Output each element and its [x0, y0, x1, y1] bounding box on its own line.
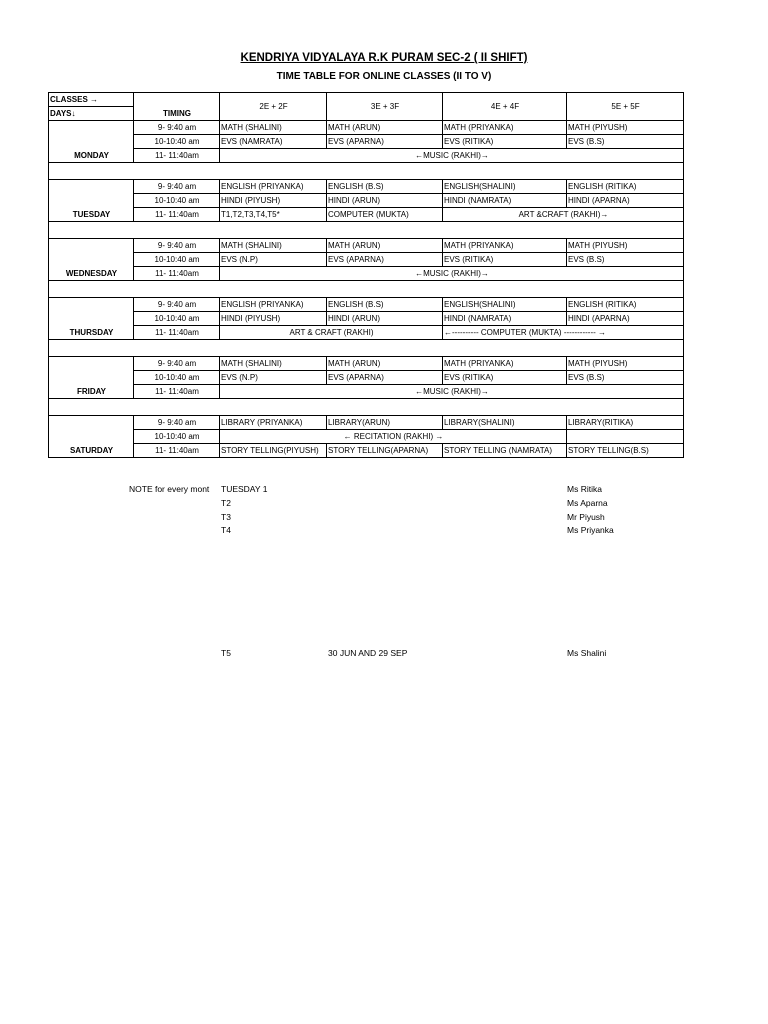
table-cell: STORY TELLING(PIYUSH) — [220, 444, 327, 458]
time-cell: 10-10:40 am — [134, 371, 220, 385]
timing-header: TIMING — [134, 93, 220, 121]
group-header: 5E + 5F — [567, 93, 684, 121]
table-row — [49, 149, 684, 163]
time-cell: 10-10:40 am — [134, 135, 220, 149]
table-cell: HINDI (PIYUSH) — [220, 194, 327, 208]
table-row — [49, 194, 684, 208]
group-header: 4E + 4F — [443, 93, 567, 121]
table-row — [49, 430, 684, 444]
table-row — [49, 135, 684, 149]
table-cell: ART & CRAFT (RAKHI) — [220, 326, 443, 340]
spacer-row — [49, 399, 684, 416]
table-cell: MATH (SHALINI) — [220, 121, 327, 135]
time-cell: 11- 11:40am — [134, 267, 220, 281]
table-cell: LIBRARY(ARUN) — [327, 416, 443, 430]
spacer-row — [49, 163, 684, 180]
time-cell: 9- 9:40 am — [134, 416, 220, 430]
table-row — [49, 416, 684, 430]
day-label: FRIDAY — [49, 357, 134, 399]
time-cell: 11- 11:40am — [134, 208, 220, 222]
time-cell: 9- 9:40 am — [134, 239, 220, 253]
table-cell: STORY TELLING (NAMRATA) — [443, 444, 567, 458]
table-cell: ENGLISH (B.S) — [327, 298, 443, 312]
table-row — [49, 385, 684, 399]
table-cell: HINDI (ARUN) — [327, 312, 443, 326]
table-cell: LIBRARY(RITIKA) — [567, 416, 684, 430]
note-teacher: Mr Piyush — [567, 512, 605, 522]
table-cell: ART &CRAFT (RAKHI)→ — [443, 208, 684, 222]
time-cell: 10-10:40 am — [134, 430, 220, 444]
time-cell: 9- 9:40 am — [134, 357, 220, 371]
day-label: THURSDAY — [49, 298, 134, 340]
table-cell: ← RECITATION (RAKHI) → — [220, 430, 567, 444]
table-cell: MATH (PRIYANKA) — [443, 239, 567, 253]
time-cell: 11- 11:40am — [134, 326, 220, 340]
day-label: TUESDAY — [49, 180, 134, 222]
note-label: NOTE for every mont — [129, 484, 210, 494]
table-cell: ←MUSIC (RAKHI)→ — [220, 385, 684, 399]
table-cell: ←---------- COMPUTER (MUKTA) ------------ → — [443, 326, 684, 340]
table-cell: HINDI (PIYUSH) — [220, 312, 327, 326]
table-row — [49, 239, 684, 253]
table-cell: MATH (ARUN) — [327, 239, 443, 253]
table-cell: EVS (RITIKA) — [443, 135, 567, 149]
table-cell: MATH (ARUN) — [327, 357, 443, 371]
table-cell: LIBRARY(SHALINI) — [443, 416, 567, 430]
table-cell: EVS (B.S) — [567, 371, 684, 385]
classes-header: CLASSES → — [49, 93, 134, 107]
days-header: DAYS↓ — [49, 107, 134, 121]
table-cell: EVS (N.P) — [220, 253, 327, 267]
table-row — [49, 121, 684, 135]
table-cell: STORY TELLING(APARNA) — [327, 444, 443, 458]
table-cell: HINDI (NAMRATA) — [443, 312, 567, 326]
table-cell: HINDI (APARNA) — [567, 312, 684, 326]
time-cell: 11- 11:40am — [134, 149, 220, 163]
day-label: SATURDAY — [49, 416, 134, 458]
note-tag: T3 — [221, 512, 231, 522]
table-row — [49, 357, 684, 371]
day-label: MONDAY — [49, 121, 134, 163]
table-cell: MATH (SHALINI) — [220, 357, 327, 371]
group-header: 2E + 2F — [220, 93, 327, 121]
table-row — [49, 326, 684, 340]
note-teacher: Ms Aparna — [567, 498, 608, 508]
header-row — [49, 93, 684, 107]
table-cell: ENGLISH(SHALINI) — [443, 180, 567, 194]
time-cell: 11- 11:40am — [134, 444, 220, 458]
note-teacher: Ms Ritika — [567, 484, 602, 494]
table-cell: ENGLISH (PRIYANKA) — [220, 298, 327, 312]
time-cell: 10-10:40 am — [134, 312, 220, 326]
table-cell: ENGLISH (RITIKA) — [567, 298, 684, 312]
table-cell: ←MUSIC (RAKHI)→ — [220, 267, 684, 281]
note-teacher: Ms Priyanka — [567, 525, 614, 535]
time-cell: 9- 9:40 am — [134, 121, 220, 135]
table-row — [49, 444, 684, 458]
table-cell: HINDI (APARNA) — [567, 194, 684, 208]
table-row — [49, 312, 684, 326]
table-cell: HINDI (NAMRATA) — [443, 194, 567, 208]
time-cell: 10-10:40 am — [134, 253, 220, 267]
table-cell: ←MUSIC (RAKHI)→ — [220, 149, 684, 163]
table-cell: MATH (ARUN) — [327, 121, 443, 135]
table-cell: EVS (B.S) — [567, 253, 684, 267]
table-cell: HINDI (ARUN) — [327, 194, 443, 208]
table-cell: EVS (NAMRATA) — [220, 135, 327, 149]
table-cell: MATH (PRIYANKA) — [443, 357, 567, 371]
table-cell: ENGLISH (PRIYANKA) — [220, 180, 327, 194]
note-tag: T2 — [221, 498, 231, 508]
table-row — [49, 371, 684, 385]
note-dates: 30 JUN AND 29 SEP — [328, 648, 408, 658]
spacer-row — [49, 222, 684, 239]
table-cell: MATH (PRIYANKA) — [443, 121, 567, 135]
spacer-row — [49, 340, 684, 357]
table-cell: T1,T2,T3,T4,T5* — [220, 208, 327, 222]
note-tag: T5 — [221, 648, 231, 658]
time-cell: 9- 9:40 am — [134, 180, 220, 194]
table-row — [49, 267, 684, 281]
time-cell: 9- 9:40 am — [134, 298, 220, 312]
table-cell: EVS (B.S) — [567, 135, 684, 149]
table-cell: EVS (APARNA) — [327, 253, 443, 267]
table-cell: EVS (APARNA) — [327, 371, 443, 385]
table-cell: COMPUTER (MUKTA) — [327, 208, 443, 222]
table-row — [49, 298, 684, 312]
group-header: 3E + 3F — [327, 93, 443, 121]
table-row — [49, 208, 684, 222]
table-cell: MATH (PIYUSH) — [567, 357, 684, 371]
page-subtitle: TIME TABLE FOR ONLINE CLASSES (II TO V) — [276, 71, 492, 82]
table-cell: EVS (N.P) — [220, 371, 327, 385]
table-cell: MATH (PIYUSH) — [567, 121, 684, 135]
table-cell: ENGLISH (B.S) — [327, 180, 443, 194]
table-cell — [567, 430, 684, 444]
time-cell: 10-10:40 am — [134, 194, 220, 208]
note-teacher: Ms Shalini — [567, 648, 607, 658]
table-cell: ENGLISH (RITIKA) — [567, 180, 684, 194]
table-row — [49, 253, 684, 267]
table-cell: STORY TELLING(B.S) — [567, 444, 684, 458]
timetable — [48, 92, 684, 458]
day-label: WEDNESDAY — [49, 239, 134, 281]
note-tag: TUESDAY 1 — [221, 484, 268, 494]
table-row — [49, 180, 684, 194]
time-cell: 11- 11:40am — [134, 385, 220, 399]
table-cell: LIBRARY (PRIYANKA) — [220, 416, 327, 430]
table-cell: EVS (RITIKA) — [443, 253, 567, 267]
table-cell: MATH (PIYUSH) — [567, 239, 684, 253]
spacer-row — [49, 281, 684, 298]
table-cell: ENGLISH(SHALINI) — [443, 298, 567, 312]
table-cell: EVS (APARNA) — [327, 135, 443, 149]
note-tag: T4 — [221, 525, 231, 535]
page-title: KENDRIYA VIDYALAYA R.K PURAM SEC-2 ( II SHIFT) — [240, 52, 528, 64]
table-cell: EVS (RITIKA) — [443, 371, 567, 385]
table-cell: MATH (SHALINI) — [220, 239, 327, 253]
